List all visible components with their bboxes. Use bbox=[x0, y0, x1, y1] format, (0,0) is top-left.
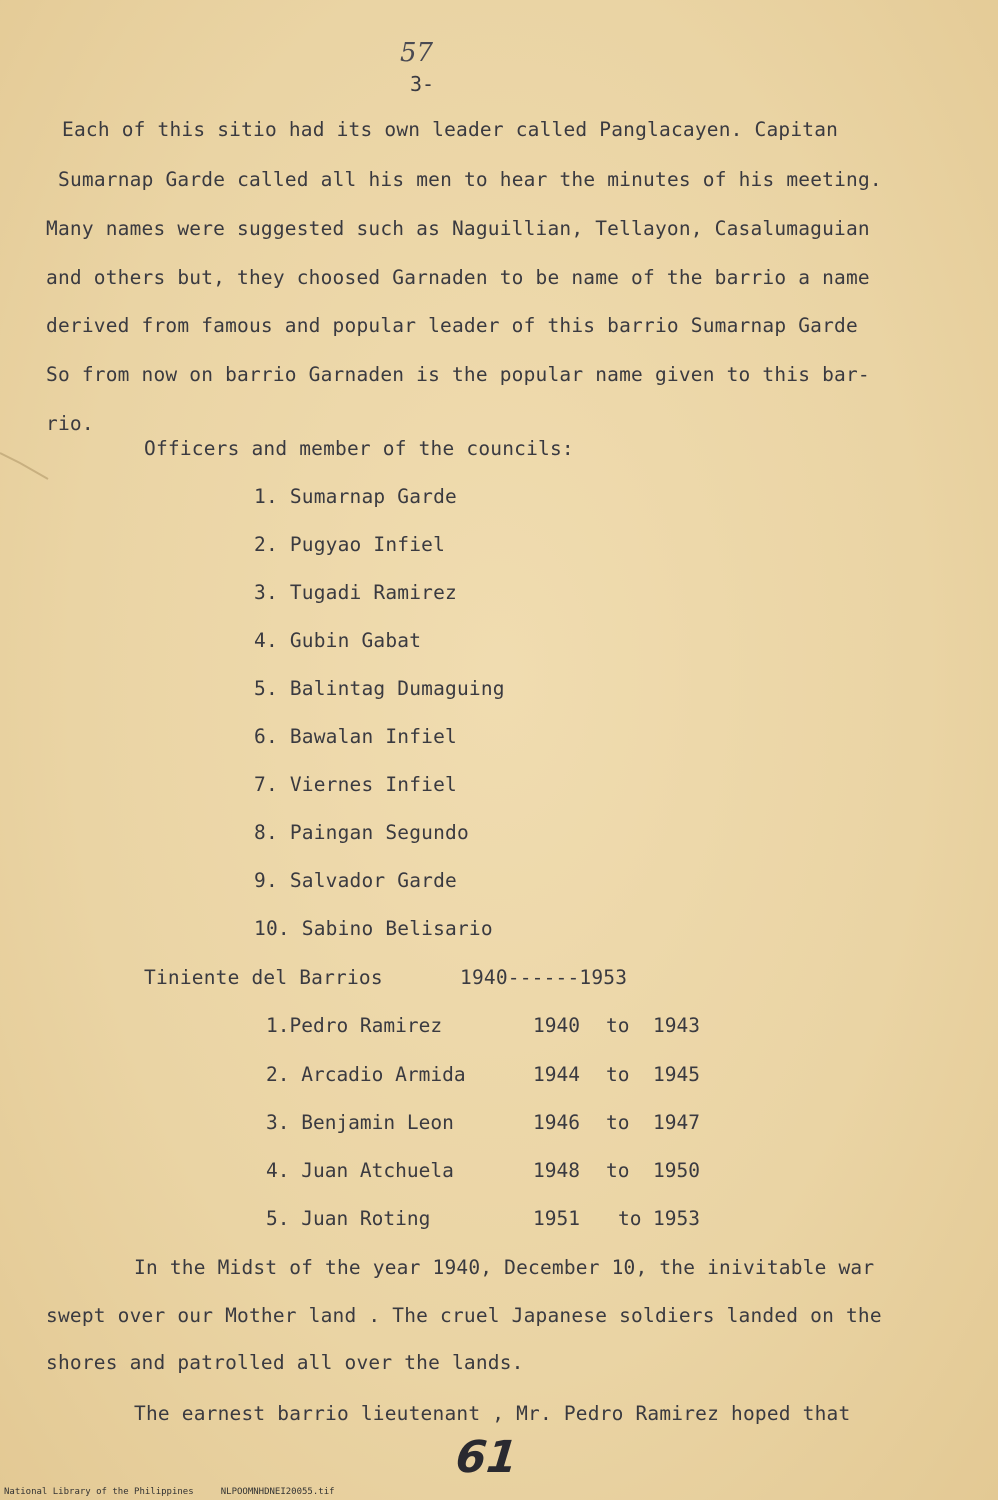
teniente-to: 1943 bbox=[653, 1014, 700, 1037]
page-number: 3- bbox=[410, 72, 435, 96]
officer-item: 3. Tugadi Ramirez bbox=[254, 581, 457, 604]
officer-item: 2. Pugyao Infiel bbox=[254, 533, 446, 556]
paragraph-line: Each of this sitio had its own leader called Panglacayen. Capitan bbox=[62, 118, 839, 141]
handwritten-stamp-number: 61 bbox=[453, 1432, 520, 1483]
officer-item: 10. Sabino Belisario bbox=[254, 917, 493, 940]
officer-item: 6. Bawalan Infiel bbox=[254, 725, 457, 748]
teniente-name: 3. Benjamin Leon bbox=[266, 1111, 454, 1134]
paragraph-line: Sumarnap Garde called all his men to hear the minutes of his meeting. bbox=[58, 168, 882, 191]
paragraph-line: rio. bbox=[46, 412, 94, 435]
officer-item: 9. Salvador Garde bbox=[254, 869, 457, 892]
teniente-from: 1951 bbox=[533, 1207, 580, 1230]
paragraph-line: and others but, they choosed Garnaden to be name of the barrio a name bbox=[46, 266, 870, 289]
paper-tear-mark bbox=[0, 445, 50, 485]
paragraph-line: shores and patrolled all over the lands. bbox=[46, 1351, 524, 1374]
officer-item: 7. Viernes Infiel bbox=[254, 773, 457, 796]
paragraph-line: In the Midst of the year 1940, December 10, the inivitable war bbox=[134, 1256, 875, 1279]
teniente-to: 1947 bbox=[653, 1111, 700, 1134]
officers-heading: Officers and member of the councils: bbox=[144, 437, 574, 460]
paragraph-line: So from now on barrio Garnaden is the popular name given to this bar- bbox=[46, 363, 870, 386]
officer-item: 8. Paingan Segundo bbox=[254, 821, 469, 844]
teniente-from: 1944 bbox=[533, 1063, 580, 1086]
teniente-to-word: to bbox=[606, 1159, 630, 1182]
officer-item: 5. Balintag Dumaguing bbox=[254, 677, 505, 700]
teniente-to-word: to bbox=[618, 1207, 642, 1230]
teniente-to: 1945 bbox=[653, 1063, 700, 1086]
paragraph-line: Many names were suggested such as Naguillian, Tellayon, Casalumaguian bbox=[46, 217, 870, 240]
teniente-from: 1948 bbox=[533, 1159, 580, 1182]
tenientes-period: 1940------1953 bbox=[460, 966, 628, 989]
archive-footer: National Library of the Philippines NLPOOMNHDNEI20055.tif bbox=[4, 1487, 335, 1497]
teniente-to-word: to bbox=[606, 1111, 630, 1134]
teniente-from: 1946 bbox=[533, 1111, 580, 1134]
officer-item: 4. Gubin Gabat bbox=[254, 629, 422, 652]
teniente-name: 2. Arcadio Armida bbox=[266, 1063, 466, 1086]
teniente-name: 1.Pedro Ramirez bbox=[266, 1014, 443, 1037]
handwritten-page-mark: 57 bbox=[400, 38, 434, 68]
teniente-to-word: to bbox=[606, 1063, 630, 1086]
teniente-name: 5. Juan Roting bbox=[266, 1207, 431, 1230]
paragraph-line: The earnest barrio lieutenant , Mr. Pedro Ramirez hoped that bbox=[134, 1402, 851, 1425]
officer-item: 1. Sumarnap Garde bbox=[254, 485, 457, 508]
teniente-to-word: to bbox=[606, 1014, 630, 1037]
teniente-from: 1940 bbox=[533, 1014, 580, 1037]
teniente-to: 1950 bbox=[653, 1159, 700, 1182]
paragraph-line: swept over our Mother land . The cruel Japanese soldiers landed on the bbox=[46, 1304, 882, 1327]
teniente-to: 1953 bbox=[653, 1207, 700, 1230]
tenientes-heading: Tiniente del Barrios bbox=[144, 966, 383, 989]
paragraph-line: derived from famous and popular leader of this barrio Sumarnap Garde bbox=[46, 314, 858, 337]
teniente-name: 4. Juan Atchuela bbox=[266, 1159, 454, 1182]
